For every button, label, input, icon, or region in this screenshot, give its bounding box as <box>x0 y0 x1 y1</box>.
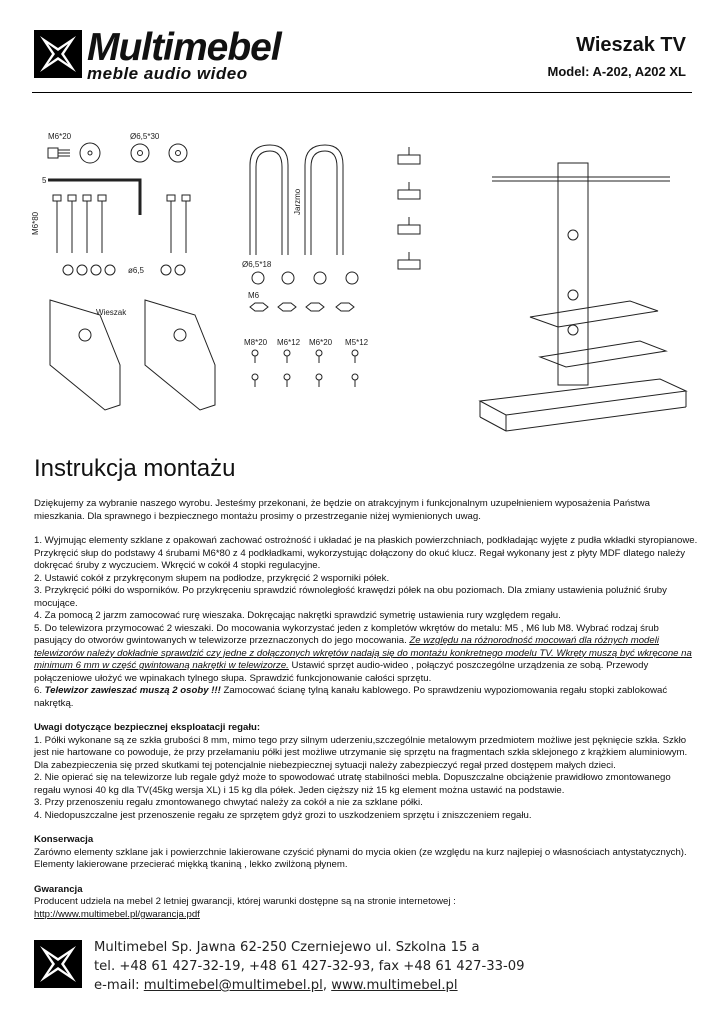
label-washer-6-5x30: Ø6,5*30 <box>130 132 160 141</box>
step-6-warning: Telewizor zawieszać muszą 2 osoby !!! <box>44 685 221 696</box>
footer-website-link[interactable]: www.multimebel.pl <box>331 978 458 993</box>
step-5 <box>34 623 698 686</box>
usage-item: 3. Przy przenoszeniu regału zmontowanego chwytać należy za cokół a nie za szklane półki. <box>34 797 423 808</box>
label-nut-m6: M6 <box>248 291 260 300</box>
step-5-tail: Ustawić sprzęt audio-wideo , połączyć poszczególne urządzenia ze sobą. Przewody połączeniowe ułożyć we wpinakach tylnego słupa. Sprawdzić funkcjonowanie całości sprzętu. <box>34 660 649 684</box>
instructions-body <box>34 498 698 921</box>
footer-logo-mark <box>34 940 82 988</box>
hex-key-icon <box>48 180 140 215</box>
step-6 <box>34 685 698 710</box>
screw-m6x20-icon <box>48 148 70 158</box>
label-screw-m6x20: M6*20 <box>48 132 72 141</box>
step-6-number: 6. <box>34 685 45 696</box>
warranty-heading: Gwarancja <box>34 883 83 895</box>
footer-email-line <box>94 976 525 995</box>
screw-set-icon <box>252 350 358 387</box>
label-hanger: Wieszak <box>96 308 127 317</box>
bolt-m6x80-icon <box>53 195 190 253</box>
maintenance-text: Zarówno elementy szklane jak i powierzchnie lakierowane czyścić płynami do mycia okien (ze względu na kurz najlepiej o własnościach antystatycznych). Elementy lakierowane przecierać miękką tkaniną , lekko zwilżoną płynem. <box>34 846 687 870</box>
warranty-text: Producent udziela na mebel 2 letniej gwarancji, której warunki dostępne są na stronie internetowej : <box>34 896 456 907</box>
footer-email-prefix: e-mail: <box>94 978 144 993</box>
warranty-link[interactable]: http://www.multimebel.pl/gwarancja.pdf <box>34 908 200 920</box>
hanger-bracket-icon <box>50 300 215 410</box>
footer-phone: tel. +48 61 427-32-19, +48 61 427-32-93, fax +48 61 427-33-09 <box>94 959 525 974</box>
washer-icon <box>169 144 187 162</box>
footer-email-link[interactable]: multimebel@multimebel.pl <box>143 978 323 993</box>
brand-logo-mark <box>34 30 82 78</box>
parts-illustration <box>30 125 700 455</box>
label-yoke: Jarzmo <box>293 188 302 215</box>
usage-item: 1. Półki wykonane są ze szkła grubości 8 mm, mimo tego przy silnym uderzeniu,szczególnie metalowym przedmiotem możliwe jest pęknięcie szkła. Szkło jest nie hartowane co powoduje, że przy przełamaniu półki jest możliwe utrzymanie się sprzętu na fragmentach szkła sklejonego z krążkiem aluminiowym. Dla zabezpieczenia się przed skutkami tej potencjalnie niebezpiecznej sytuacji należy zabezpieczyć regał przed dostępem małych dzieci. <box>34 734 688 771</box>
washer-icon <box>131 144 149 162</box>
brand-logo <box>34 26 284 90</box>
footer-separator: , <box>322 978 332 993</box>
step-3: 3. Przykręcić półki do wsporników. Po przykręceniu sprawdzić równoległość krawędzi półek na obu poziomach. Dla zmiany ustawienia poluźnić śruby mocujące. <box>34 585 667 609</box>
label-washer-6-5x18: Ø6,5*18 <box>242 260 272 269</box>
parts-diagram <box>30 125 700 455</box>
usage-heading: Uwagi dotyczące bezpiecznej eksploatacji regału: <box>34 722 261 733</box>
brand-name: Multimebel <box>87 26 281 69</box>
brand-tagline: meble audio wideo <box>87 64 248 83</box>
header-divider <box>32 92 692 93</box>
step-5-text: 5. Do telewizora przymocować 2 wieszaki. Do mocowania wykorzystać jeden z kompletów wkrętów do metalu: M5 , M6 lub M8. Wybrać rodzaj śrub pasujący do otworów gwintowanych w telewizorze przeznaczonych do jego mocowania. <box>34 622 659 646</box>
maintenance-heading: Konserwacja <box>34 834 94 845</box>
step-4: 4. Za pomocą 2 jarzm zamocować rurę wieszaka. Dokręcając nakrętki sprawdzić symetrię ustawienia rury względem regału. <box>34 610 561 621</box>
section-heading: Instrukcja montażu <box>34 455 236 482</box>
usage-item: 4. Niedopuszczalne jest przenoszenie regału ze sprzętem gdyż grozi to uszkodzeniem sprzętu i zniszczeniem regału. <box>34 809 532 821</box>
label-screw-m5x12: M5*12 <box>345 338 369 347</box>
step-5-warning: Ze względu na różnorodność mocowań dla różnych modeli telewizorów należy dokładnie sprawdzić czy jedne z dołączonych wkrętów nadają się do montażu konkretnego modelu TV. Wkręty muszą być wkręcone na minimum 6 mm w część gwintowaną nakrętki w telewizorze. <box>34 635 692 671</box>
washer-icon <box>80 143 100 163</box>
washer-row-icon <box>252 272 358 284</box>
usage-item: 2. Nie opierać się na telewizorze lub regale gdyż może to spowodować utratę stabilności mebla. Dopuszczalne obciążenie prawidłowo zmontowanego regału wynosi 40 kg dla TV(45kg wersja XL) i 15 kg dla półek. Jeden cięższy niż 15 kg element można ustawić na podstawie. <box>34 772 671 796</box>
small-washer-icon <box>63 265 185 275</box>
label-screw-m8x20: M8*20 <box>244 338 268 347</box>
intro-paragraph: Dziękujemy za wybranie naszego wyrobu. Jesteśmy przekonani, że będzie on atrakcyjnym i funkcjonalnym uzupełnieniem wyposażenia Państwa mieszkania. Dla sprawnego i bezpiecznego montażu prosimy o przestrzeganie niżej wymienionych uwag. <box>34 498 650 522</box>
footer <box>34 938 694 998</box>
label-hex-key: 5 <box>42 176 47 185</box>
label-screw-m6x12: M6*12 <box>277 338 301 347</box>
step-1: 1. Wyjmując elementy szklane z opakowań zachować ostrożność i układać je na płaskich powierzchniach, podkładając wyjęte z pudła wkładki styropianowe. Przykręcić słup do podstawy 4 śrubami M6*80 z 4 podkładkami, wykorzystując dołączony do okuć klucz. Regał wykonany jest z płyty MDF dlatego należy dokręcać śruby z wyczuciem. Wkręcić w cokół 4 stopki regulacyjne. <box>34 535 698 571</box>
footer-address: Multimebel Sp. Jawna 62-250 Czerniejewo ul. Szkolna 15 a <box>94 940 480 955</box>
document-title: Wieszak TV <box>576 34 686 56</box>
assembled-stand-icon <box>480 163 686 431</box>
label-washer-6-5: ø6,5 <box>128 266 145 275</box>
model-number: Model: A-202, A202 XL <box>547 64 686 79</box>
footer-contact <box>94 938 525 995</box>
step-6-text: Zamocować ścianę tylną kanału kablowego. Po sprawdzeniu wypoziomowania regału stopki zablokować nakrętką. <box>34 685 668 709</box>
label-bolt-m6x80: M6*80 <box>31 211 40 235</box>
step-2: 2. Ustawić cokół z przykręconym słupem na podłodze, przykręcić 2 wsporniki półek. <box>34 572 390 584</box>
adjustable-foot-icon <box>398 147 420 269</box>
nut-row-icon <box>250 303 354 311</box>
label-screw-m6x20b: M6*20 <box>309 338 333 347</box>
